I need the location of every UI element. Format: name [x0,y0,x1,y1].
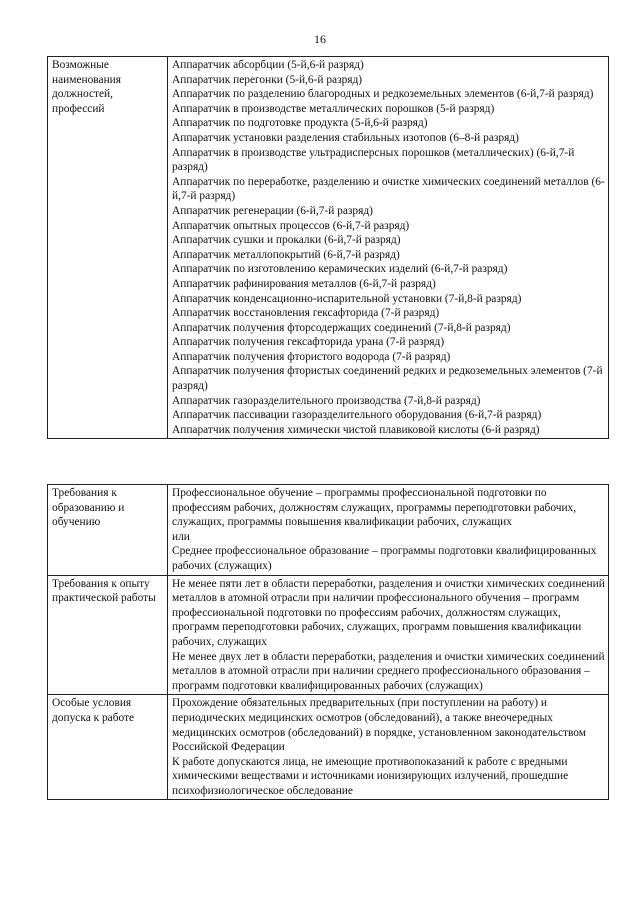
positions-table [47,56,609,439]
position-item: Аппаратчик пассивации газоразделительного оборудования (6-й,7-й разряд) [172,409,542,422]
experience-paragraph: Не менее пяти лет в области переработки, разделения и очистки химических соединений металлов в атомной отрасли при наличии профессионального обучения – программ профессиональной подготовки по профессиям рабочих, должностям служащих, программ переподготовки рабочих, служащих, программ повышения квалификации рабочих, служащих [172,577,605,648]
experience-row [48,575,609,695]
experience-paragraph: Не менее двух лет в области переработки, разделения и очистки химических соединений металлов в атомной отрасли при наличии среднего профессионального образования – программ подготовки квалифицированных рабочих (служащих) [172,650,605,692]
admission-content [168,695,609,800]
admission-paragraph: К работе допускаются лица, не имеющие противопоказаний к работе с вредными химическими веществами и источниками ионизирующих излучений, прошедшие психофизиологическое обследование [172,755,569,797]
education-content [168,485,609,576]
position-item: Аппаратчик получения гексафторида урана (7-й разряд) [172,336,445,349]
position-item: Аппаратчик получения химически чистой плавиковой кислоты (6-й разряд) [172,423,540,436]
position-item: Аппаратчик рафинирования металлов (6-й,7-й разряд) [172,277,436,290]
position-item: Аппаратчик по переработке, разделению и очистке химических соединений металлов (6-й,7-й разряд) [172,175,605,203]
education-paragraph: или [172,530,190,543]
admission-row [48,695,609,800]
positions-row [48,57,609,439]
experience-label: Требования к опыту практической работы [48,575,168,695]
positions-list [168,57,609,439]
position-item: Аппаратчик по подготовке продукта (5-й,6-й разряд) [172,117,428,130]
position-item: Аппаратчик установки разделения стабильных изотопов (6–8-й разряд) [172,131,519,144]
position-item: Аппаратчик перегонки (5-й,6-й разряд) [172,73,363,86]
position-item: Аппаратчик по изготовлению керамических изделий (6-й,7-й разряд) [172,263,508,276]
position-item: Аппаратчик опытных процессов (6-й,7-й разряд) [172,219,410,232]
position-item: Аппаратчик по разделению благородных и редкоземельных элементов (6-й,7-й разряд) [172,88,594,101]
position-item: Аппаратчик восстановления гексафторида (7-й разряд) [172,307,440,320]
position-item: Аппаратчик газоразделительного производства (7-й,8-й разряд) [172,394,481,407]
position-item: Аппаратчик регенерации (6-й,7-й разряд) [172,204,373,217]
education-paragraph: Среднее профессиональное образование – программы подготовки квалифицированных рабочих (служащих) [172,545,597,572]
education-label: Требования к образованию и обучению [48,485,168,576]
positions-label: Возможные наименования должностей, профессий [48,57,168,439]
position-item: Аппаратчик конденсационно-испарительной установки (7-й,8-й разряд) [172,292,522,305]
experience-content [168,575,609,695]
admission-label: Особые условия допуска к работе [48,695,168,800]
position-item: Аппаратчик в производстве металлических порошков (5-й разряд) [172,102,495,115]
position-item: Аппаратчик абсорбции (5-й,6-й разряд) [172,59,364,71]
position-item: Аппаратчик получения фтористых соединений редких и редкоземельных элементов (7-й разряд) [172,365,603,393]
position-item: Аппаратчик сушки и прокалки (6-й,7-й разряд) [172,234,401,247]
education-row [48,485,609,576]
position-item: Аппаратчик получения фторсодержащих соединений (7-й,8-й разряд) [172,321,511,334]
position-item: Аппаратчик в производстве ультрадисперсных порошков (металлических) (6-й,7-й разряд) [172,146,575,174]
education-paragraph: Профессиональное обучение – программы профессиональной подготовки по профессиям рабочих, должностям служащих, программы переподготовки рабочих, служащих, программы повышения квалификации рабочих, служащих [172,487,577,529]
position-item: Аппаратчик металлопокрытий (6-й,7-й разряд) [172,248,400,261]
page-number: 16 [314,32,326,46]
admission-paragraph: Прохождение обязательных предварительных (при поступлении на работу) и периодических медицинских осмотров (обследований), а также внеочередных медицинских осмотров (обследований) в порядке, установленном законодательством Российской Федерации [172,697,586,754]
position-item: Аппаратчик получения фтористого водорода (7-й разряд) [172,350,451,363]
requirements-table [47,484,609,800]
